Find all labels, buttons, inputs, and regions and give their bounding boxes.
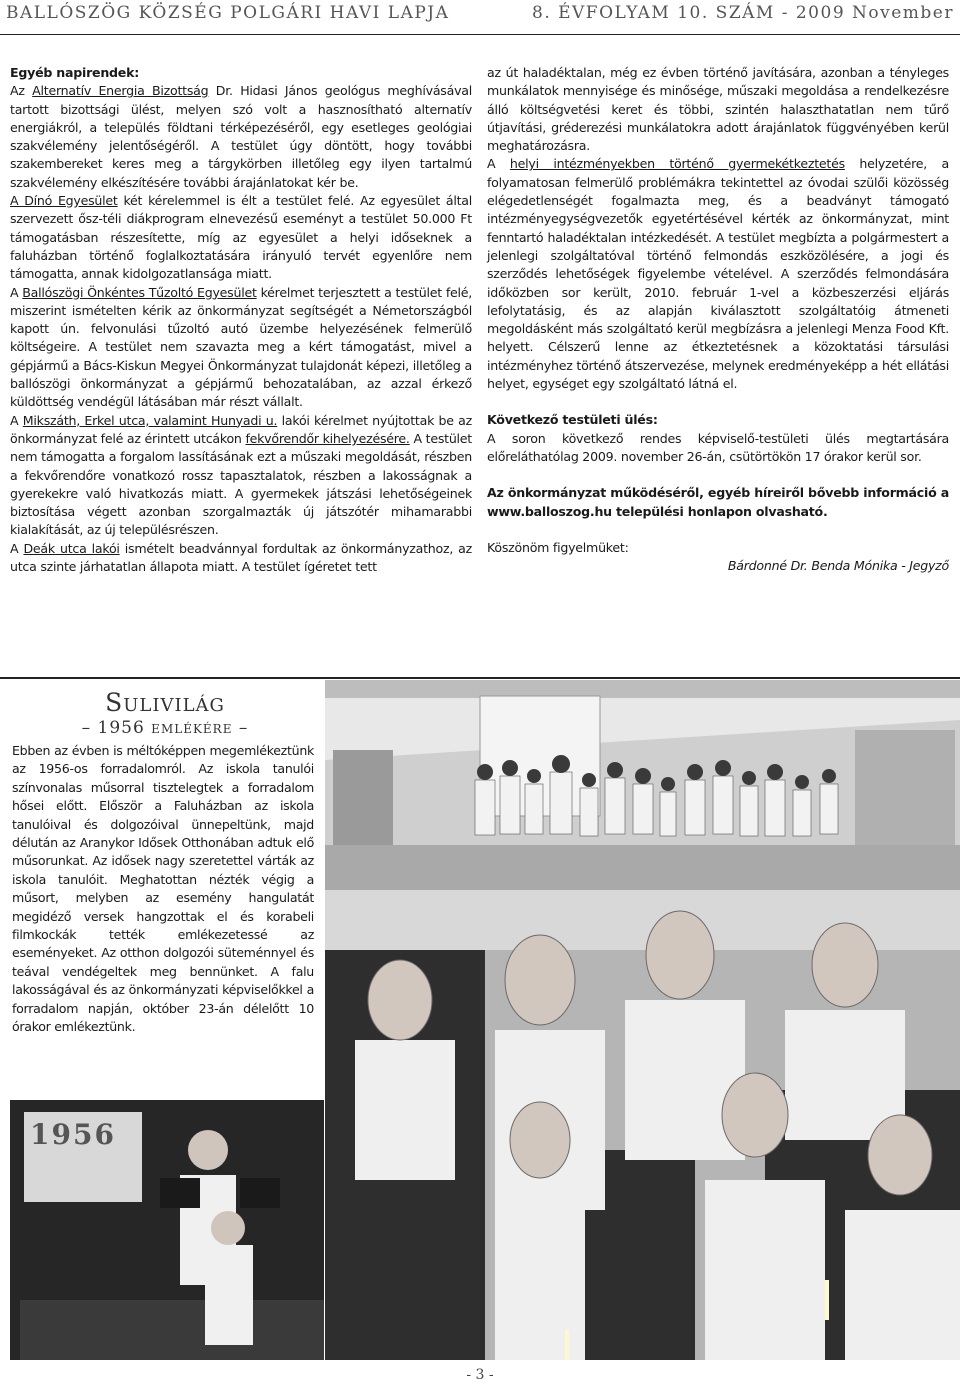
paragraph-streets	[10, 412, 472, 540]
text: A	[10, 412, 23, 428]
left-column	[10, 64, 472, 576]
photo-stage-group-image	[325, 680, 960, 890]
section-heading-other-agenda: Egyéb napirendek:	[10, 65, 139, 80]
link-fire-brigade: Ballószögi Önkéntes Tűzoltó Egyesület	[22, 284, 257, 300]
link-speed-bumps: fekvőrendőr kihelyezésére.	[245, 430, 410, 446]
paragraph-road-repair: az út haladéktalan, még ez évben történő javítására, azonban a tényleges munkálatok mennyisége és minősége, műszaki megoldása a rendelkezésre álló költségvetési keret és többi, szintén halaszthatatlan nem tűrő útjavítási, gréderezési munkálatokra adott árajánlatok függvényében kerül meghatározásra.	[487, 65, 949, 154]
sulivilag-article-text: Ebben az évben is méltóképpen megemlékeztünk az 1956-os forradalomról. Az iskola tanulói színvonalas műsorral tisztelegtek a forradalom hősei előtt. Először a Faluházban az iskola tanulóival és dolgozóival ünnepeltünk, majd délután az Aranykor Idősek Otthonában adtuk elő műsorunkat. Az idősek nagy szeretettel várták az iskola tanulóit. Meghatottan nézték végig a műsort, melyben az esemény hangulatát megidéző versek hangzottak el és korabeli filmkockák tették emlékezetessé az eseményeket. Az otthon dolgozói süteménnyel és teával vendégeltek meg bennünket. A falu lakosságával és az önkormányzati képviselőkkel a forradalom napján, október 23-án délelőtt 10 órakor emlékeztünk.	[12, 743, 314, 1035]
page-number: - 3 -	[466, 1367, 494, 1383]
text: Az	[10, 83, 33, 99]
text: A	[487, 156, 510, 172]
paragraph-catering	[487, 155, 949, 393]
newspaper-title: BALLÓSZÖG KÖZSÉG POLGÁRI HAVI LAPJA	[6, 3, 450, 23]
right-column	[487, 64, 949, 575]
link-deak-street: Deák utca lakói	[23, 540, 120, 556]
spacer	[487, 466, 949, 484]
text: A	[10, 540, 24, 556]
section-subtitle-1956: – 1956 emlékére –	[81, 718, 249, 738]
text: A testület nem támogatta a forgalom lassításának ezt a műszaki megoldását, részben a fekvőrendőre vonatkozó rossz tapasztalatok, részben a lakosságnak a gyerekekre való hivatkozás miatt. A gyermekek játszási lehetőségeinek biztosítása végett azonban szorgalmazták új játszótér mihamarabbi kialakítását, az új településrészen.	[10, 430, 472, 538]
section-title-sulivilag: Sulivilág	[105, 688, 225, 717]
photo-children-closeup	[325, 890, 960, 1360]
photo-banner-1956-text: 1956	[30, 1118, 116, 1151]
photo-children-closeup-image	[325, 890, 960, 1360]
section-divider	[0, 677, 960, 679]
text: lakói kérelmet nyújtottak be az önkormányzat felé az érintett utcákon	[10, 412, 472, 446]
paragraph-energy-committee	[10, 82, 472, 192]
section-heading-next-meeting: Következő testületi ülés:	[487, 412, 658, 428]
paragraph-dino-association	[10, 192, 472, 283]
text: kérelmet terjesztett a testület felé, miszerint ismételten kérik az önkormányzat segítségét a Németországból kapott ún. felvonulási tűzoltó autó üzembe helyezésének felmerülő költségeire. A testület nem szavazta meg a kért támogatást, mivel a gépjármű a Bács-Kiskun Megyei Önkormányzat tulajdonát képezi, illetőleg a ballószögi önkormányzat a gépjármű behozatalában, az azzal érkező küldöttség vendégül látásában már részt vállalt.	[10, 284, 472, 410]
paragraph-website-info: Az önkormányzat működéséről, egyéb híreiről bővebb információ a www.balloszog.hu települési honlapon olvasható.	[487, 485, 949, 519]
link-streets: Mikszáth, Erkel utca, valamint Hunyadi u.	[22, 412, 278, 428]
paragraph-next-meeting: A soron következő rendes képviselő-testületi ülés megtartására előreláthatólag 2009. november 26-án, csütörtökön 17 órakor kerül sor.	[487, 430, 949, 464]
link-dino-association: A Dínó Egyesület	[10, 193, 118, 209]
spacer	[487, 393, 949, 411]
paragraph-thanks: Köszönöm figyelmüket:	[487, 539, 629, 555]
photo-stage-group	[325, 680, 960, 890]
text: két kérelemmel is élt a testület felé. Az egyesület által szervezett ősz-téli diákprogram elnevezésű eseményt a testület 50.000 Ft támogatásban részesítette, míg az egyesület a helyi időseknek a faluházban történő foglalkoztatására irányuló tervét egyenlőre nem támogatta, annak kidolgozatlansága miatt.	[10, 193, 472, 282]
issue-info: 8. ÉVFOLYAM 10. SZÁM - 2009 November	[532, 3, 954, 23]
link-energy-committee: Alternatív Energia Bizottság	[32, 83, 209, 99]
page-header	[0, 0, 960, 35]
signature: Bárdonné Dr. Benda Mónika - Jegyző	[727, 558, 949, 574]
text: Dr. Hidasi János geológus meghívásával tartott bizottsági ülést, melyen szó volt a hasznosítható alternatív energiákról, a település földtani térképezéséről, egy esetleges geológiai szakvélemény jelentőségéről. A testület úgy döntött, hogy további szakembereket keres meg a tárgykörben illetőleg egy ilyen tartalmú szakvélemény elkészítésére további árajánlatokat kér be.	[10, 83, 472, 190]
text: helyzetére, a folyamatosan felmerülő problémákra tekintettel az óvodai szülői közösség elégedetlenségét fogalmazta meg, és a beadványt támogató intézményegységvezetők egyetértésével kérték az önkormányzat, mint fenntartó haladéktalan intézkedését. A testület megbízta a polgármestert a jelenlegi szolgáltatóval történő felmondás eszközölésére, a jogi és szerződés lehetőségek figyelembe vételével. A szerződés felmondására időközben sor került, 2010. február 1-vel a közbeszerzési eljárás lefolytatásig, és az alapján kiválasztott szolgáltatóig átmeneti megoldásként más szolgáltató kerül megbízásra a jelenlegi Menza Food Kft. helyett. Célszerű lenne az étkeztetésnek a közoktatási társulási intézményhez történő átszervezése, melynek eredményeképp a hét ellátási helyet, egységet egy szolgáltató látná el.	[487, 156, 949, 392]
photo-1956-screen	[10, 1100, 324, 1360]
paragraph-deak-street	[10, 540, 472, 577]
link-catering: helyi intézményekben történő gyermekétkeztetés	[509, 156, 845, 172]
text: A	[10, 284, 23, 300]
text: ismételt beadvánnyal fordultak az önkormányzathoz, az utca szinte járhatatlan állapota miatt. A testület ígéretet tett	[10, 540, 472, 575]
paragraph-fire-brigade	[10, 284, 472, 412]
spacer	[487, 521, 949, 539]
